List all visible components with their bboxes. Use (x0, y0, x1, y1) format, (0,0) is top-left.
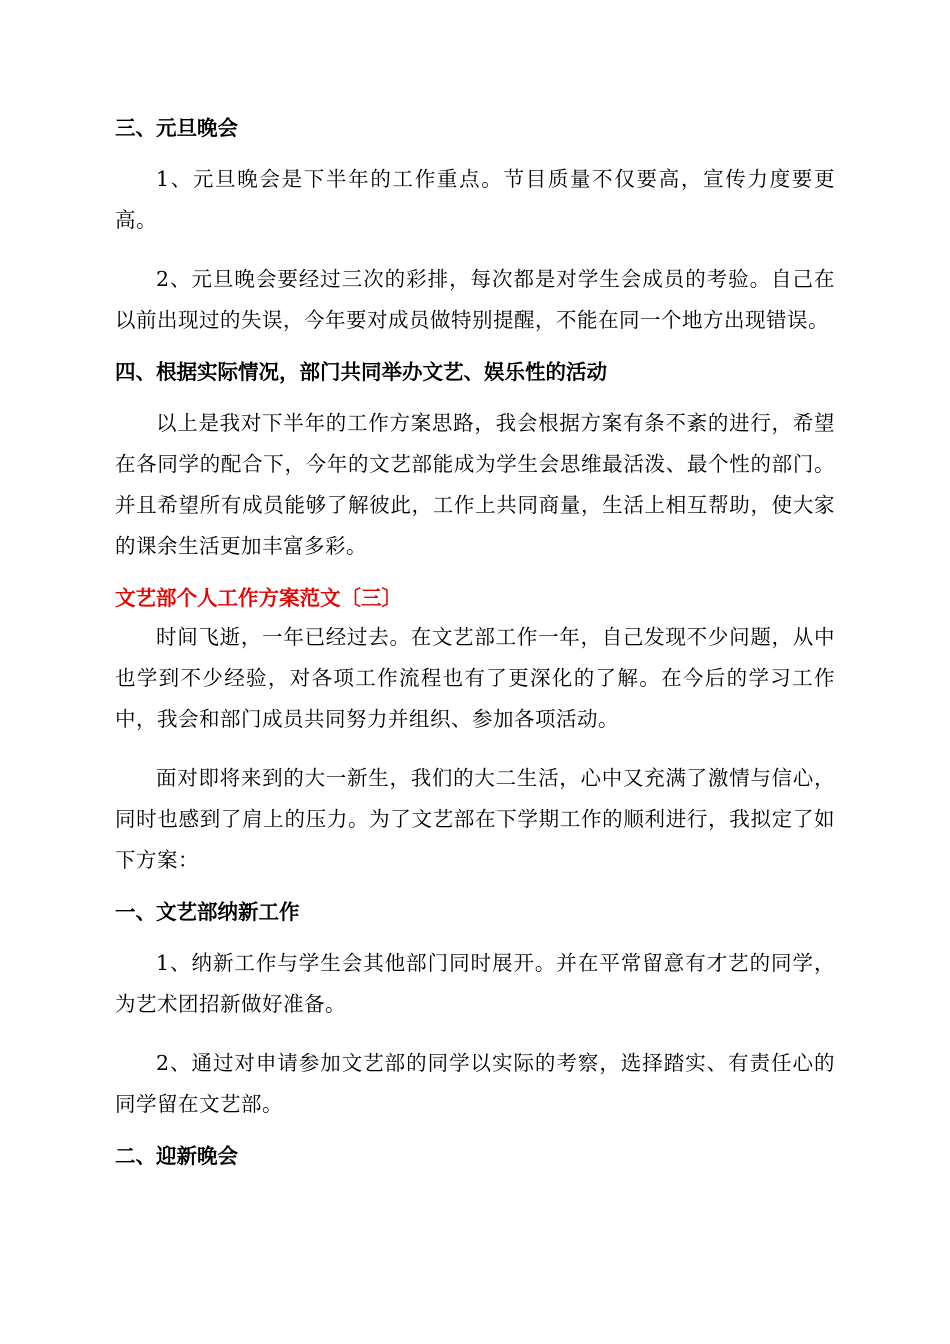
document-page (115, 109, 835, 1175)
section-heading-activities: 四、根据实际情况，部门共同举办文艺、娱乐性的活动 (115, 360, 607, 384)
paragraph-plan-intro: 面对即将来到的大一新生，我们的大二生活，心中又充满了激情与信心，同时也感到了肩上的压力。为了文艺部在下学期工作的顺利进行，我拟定了如下方案： (115, 766, 835, 872)
paragraph-recruitment-point-1: 1、纳新工作与学生会其他部门同时展开。并在平常留意有才艺的同学，为艺术团招新做好准备。 (115, 951, 835, 1016)
section-heading-new-year-gala: 三、元旦晚会 (115, 116, 238, 140)
paragraph-intro: 时间飞逝，一年已经过去。在文艺部工作一年，自己发现不少问题，从中也学到不少经验，对各项工作流程也有了更深化的了解。在今后的学习工作中，我会和部门成员共同努力并组织、参加各项活动。 (115, 625, 835, 731)
section-heading-recruitment: 一、文艺部纳新工作 (115, 900, 300, 924)
paragraph-recruitment-point-2: 2、通过对申请参加文艺部的同学以实际的考察，选择踏实、有责任心的同学留在文艺部。 (115, 1051, 835, 1116)
section-heading-welcome-gala: 二、迎新晚会 (115, 1144, 238, 1168)
document-title-sample-three: 文艺部个人工作方案范文〔三〕 (115, 586, 402, 610)
paragraph-gala-point-2: 2、元旦晚会要经过三次的彩排，每次都是对学生会成员的考验。自己在以前出现过的失误，今年要对成员做特别提醒，不能在同一个地方出现错误。 (115, 267, 835, 332)
paragraph-summary: 以上是我对下半年的工作方案思路，我会根据方案有条不紊的进行，希望在各同学的配合下，今年的文艺部能成为学生会思维最活泼、最个性的部门。并且希望所有成员能够了解彼此，工作上共同商量，生活上相互帮助，使大家的课余生活更加丰富多彩。 (115, 411, 835, 558)
paragraph-gala-point-1: 1、元旦晚会是下半年的工作重点。节目质量不仅要高，宣传力度要更高。 (115, 167, 835, 232)
